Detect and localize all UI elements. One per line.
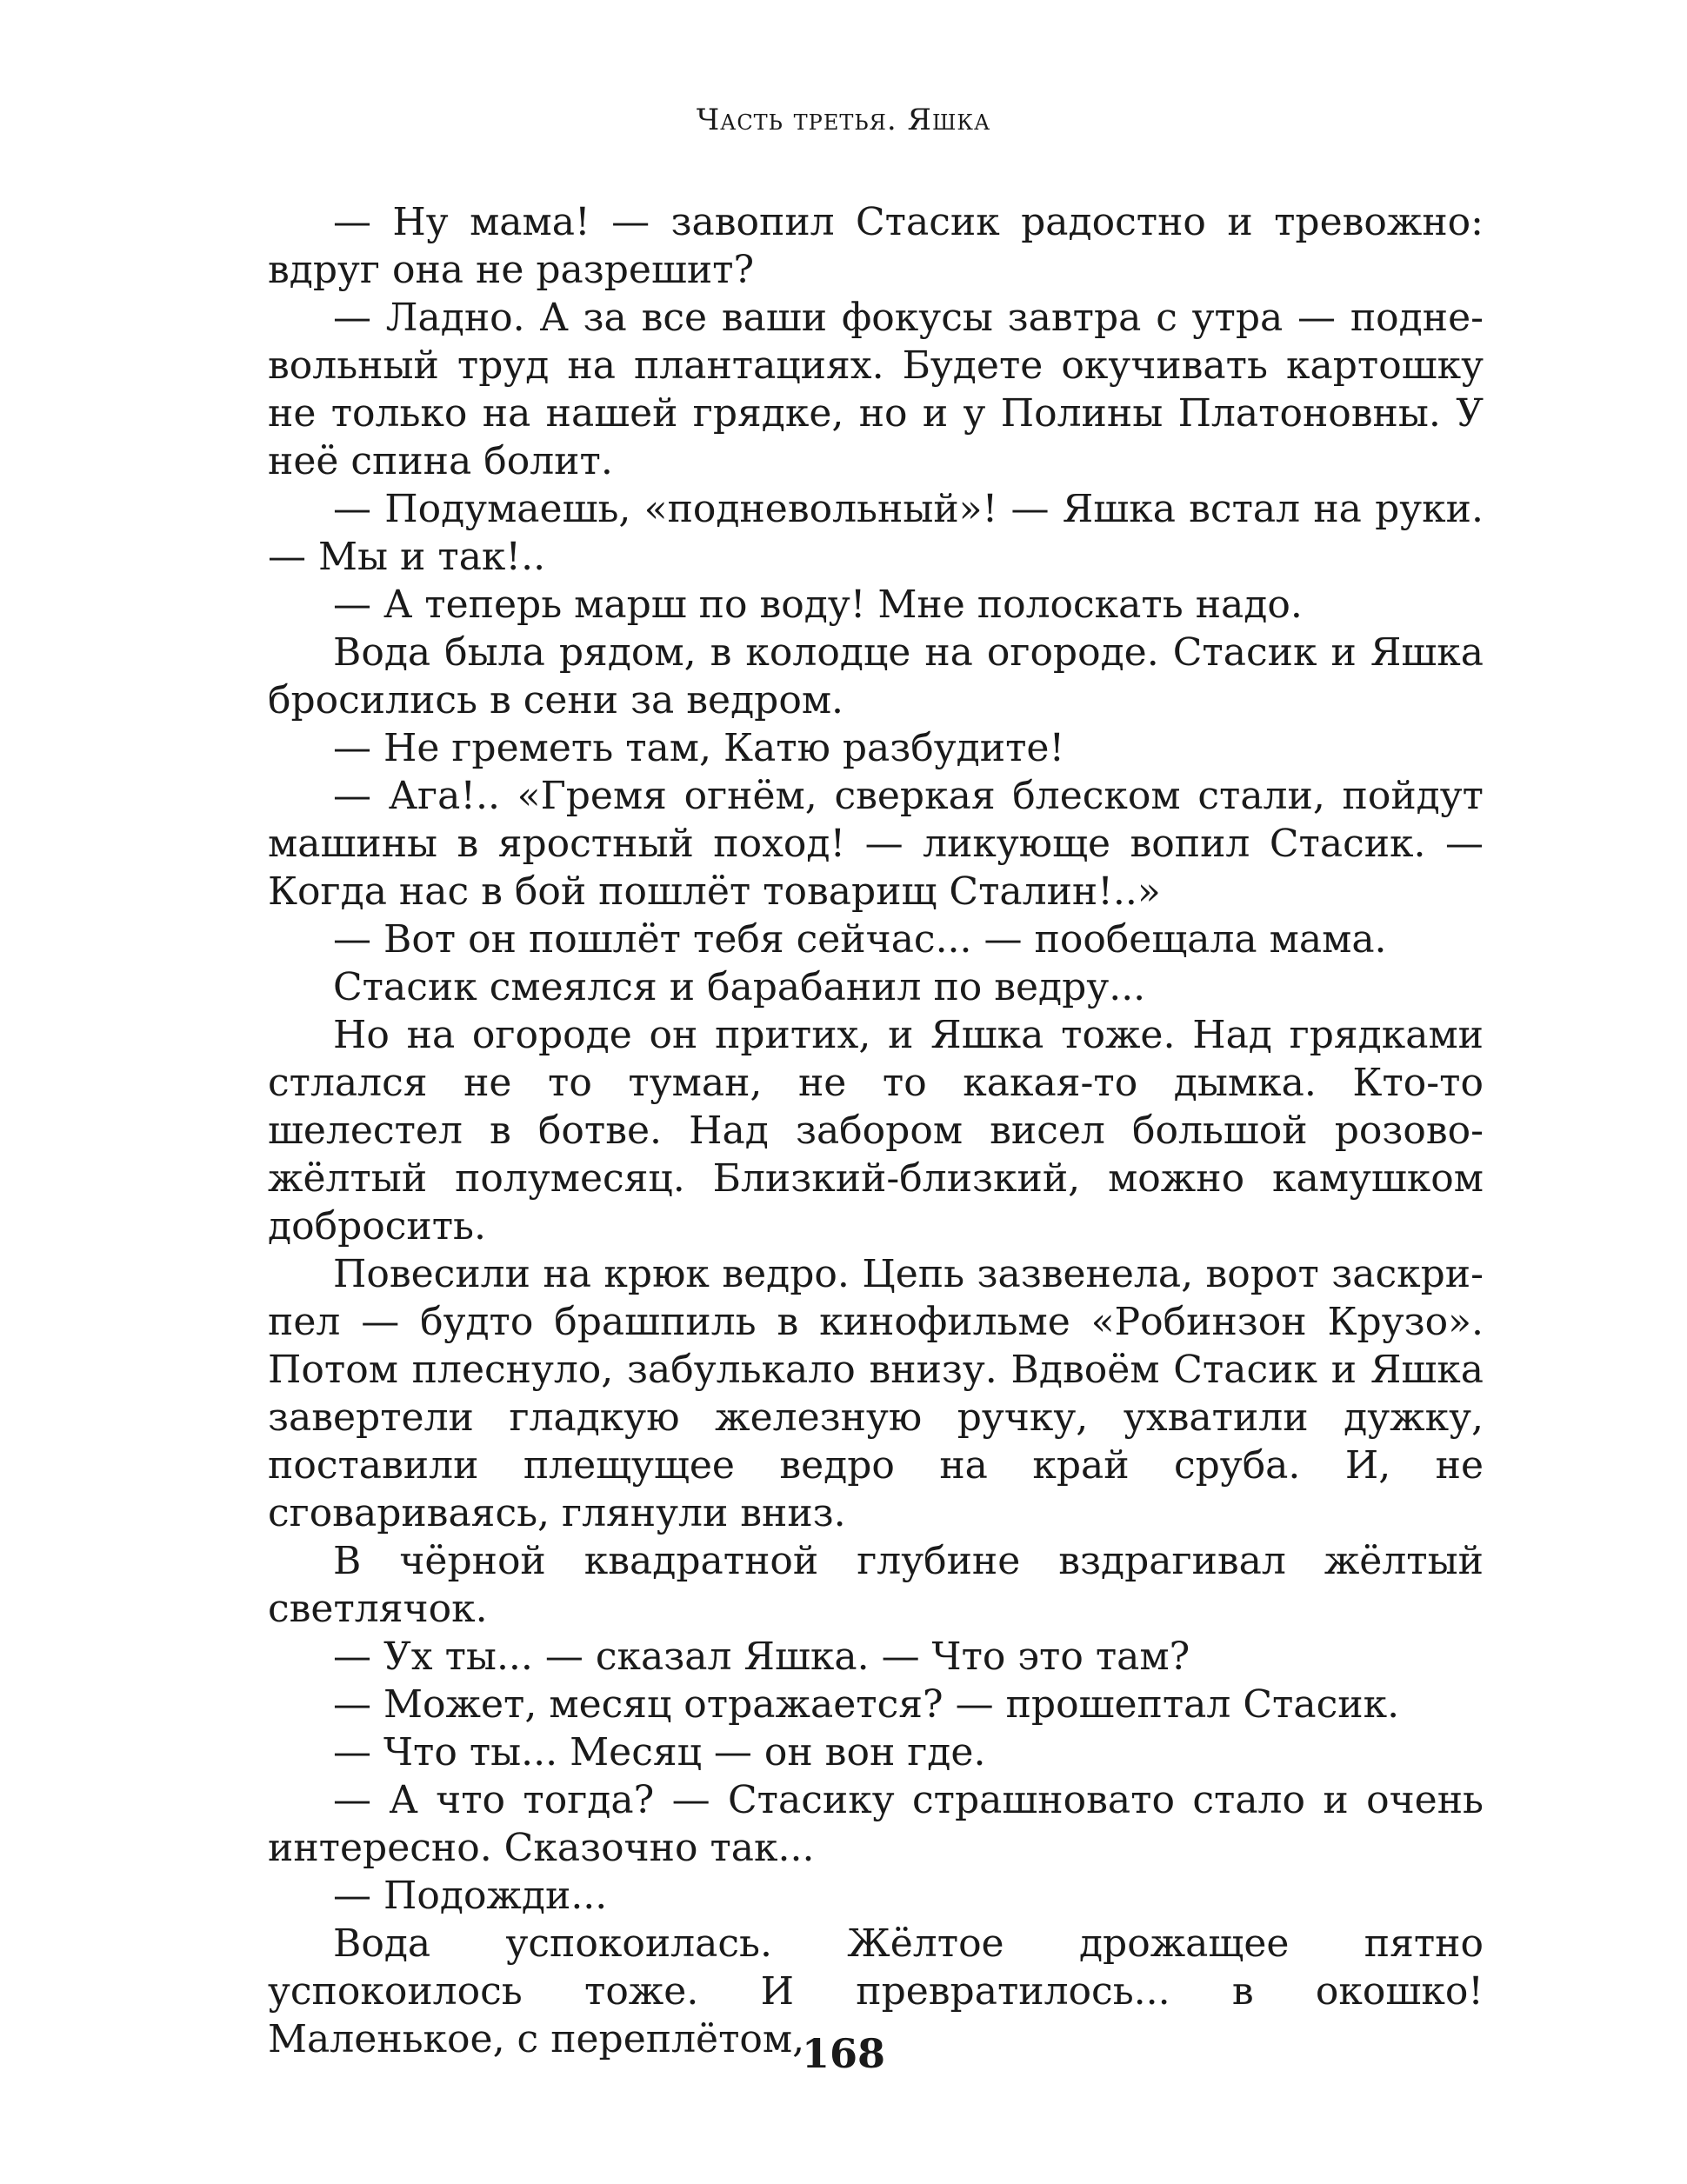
paragraph: — Ух ты... — сказал Яшка. — Что это там?: [333, 1635, 1190, 1679]
paragraph: Повесили на крюк ведро. Цепь зазвенела, ворот заскрипел — будто брашпиль в кинофильме «Робинзон Крузо». Потом плеснуло, забулькало внизу. Вдвоём Стасик и Яшка завертели гладкую железную ручку, ухватили дужку, поставили плещущее ведро на край сруба. И, не сговариваясь, глянули вниз.: [268, 1252, 1484, 1535]
body-text: [268, 198, 1484, 2063]
paragraph: — Вот он пошлёт тебя сейчас... — пообещала мама.: [333, 917, 1387, 962]
page-number: 168: [801, 2030, 886, 2077]
paragraph: — А теперь марш по воду! Мне полоскать надо.: [333, 583, 1303, 627]
paragraph: — Ага!.. «Гремя огнём, сверкая блеском стали, пойдут машины в яростный поход! — ликующе вопил Стасик. — Когда нас в бой пошлёт товарищ Сталин!..»: [268, 774, 1484, 914]
paragraph: Стасик смеялся и барабанил по ведру...: [333, 965, 1146, 1009]
paragraph: — Что ты... Месяц — он вон где.: [333, 1730, 986, 1774]
paragraph: — Ладно. А за все ваши фокусы завтра с утра — подневольный труд на плантациях. Будете окучивать картошку не только на нашей грядке, но и у Полины Платоновны. У неё спина болит.: [268, 296, 1484, 483]
paragraph: — А что тогда? — Стасику страшновато стало и очень интересно. Сказочно так...: [268, 1778, 1484, 1870]
paragraph: — Может, месяц отражается? — прошептал Стасик.: [333, 1682, 1400, 1727]
paragraph: В чёрной квадратной глубине вздрагивал жёлтый светлячок.: [268, 1539, 1484, 1631]
running-head: Часть третья. Яшка: [696, 103, 991, 137]
paragraph: — Ну мама! — завопил Стасик радостно и тревожно: вдруг она не разрешит?: [268, 200, 1484, 292]
paragraph: — Подожди...: [333, 1874, 608, 1918]
paragraph: Вода была рядом, в колодце на огороде. Стасик и Яшка бросились в сени за ведром.: [268, 630, 1484, 722]
paragraph: — Подумаешь, «подневольный»! — Яшка встал на руки. — Мы и так!..: [268, 487, 1484, 579]
paragraph: — Не греметь там, Катю разбудите!: [333, 726, 1065, 770]
paragraph: Вода успокоилась. Жёлтое дрожащее пятно успокоилось тоже. И превратилось... в окошко! Маленькое, с переплётом,: [268, 1921, 1484, 2061]
paragraph: Но на огороде он притих, и Яшка тоже. Над грядками стлался не то туман, не то какая-то дымка. Кто-то шелестел в ботве. Над забором висел большой розово-жёлтый полумесяц. Близкий-близкий, можно камушком добросить.: [268, 1013, 1484, 1248]
